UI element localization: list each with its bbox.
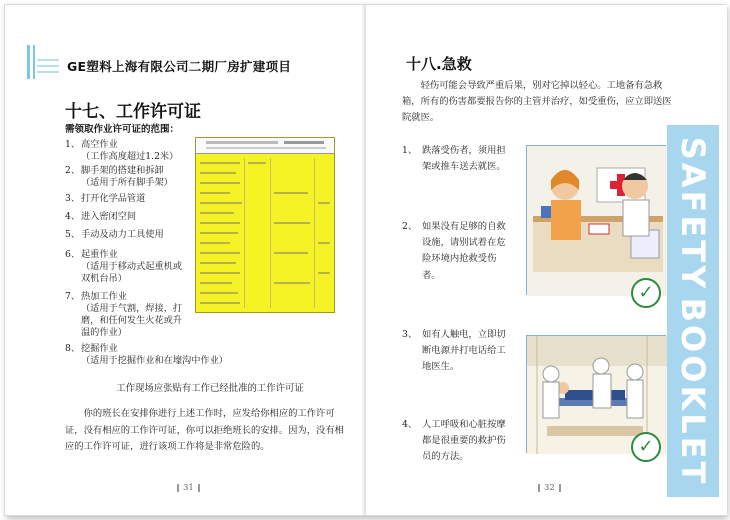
permit-form-image (195, 137, 335, 313)
list-item: 5、手动及动力工具使用 (65, 229, 164, 240)
booklet-spread (4, 4, 726, 516)
corner-decoration-icon (27, 45, 61, 79)
list-item: 3、打开化学品管道 (65, 193, 146, 204)
first-aid-intro: 轻伤可能会导致严重后果，别对它掉以轻心。工地备有急救箱，所有的伤害都要报告你的主管并治疗，如受重伤，应立即送医院就医。 (402, 80, 672, 123)
checkmark-icon: ✓ (631, 278, 661, 308)
left-page (5, 5, 366, 515)
checkmark-icon: ✓ (631, 432, 661, 462)
list-item: 1、高空作业 （工作高度超过1.2米） (65, 139, 179, 162)
side-band-word: SAFETY (674, 136, 712, 292)
list-item: 6、起重作业 （适用于移动式起重机或双机台吊） (65, 249, 183, 284)
project-title: GE塑料上海有限公司二期厂房扩建项目 (67, 59, 292, 74)
list-item: 3、 如有人触电，立即切断电源并打电话给工地医生。 (402, 329, 506, 373)
page-number-right: 32 (534, 483, 565, 493)
first-aid-counter-illustration (526, 145, 666, 303)
page-number-left: 31 (173, 483, 204, 493)
side-band-word: BOOKLET (674, 297, 712, 487)
permit-paragraph: 你的班长在安排你进行上述工作时，应发给你相应的工作许可证，没有相应的工作许可证，你可以拒绝班长的安排。因为，没有相应的工作许可证，进行该项工作将是非常危险的。 (65, 408, 344, 452)
section-title-permits: 十七、工作许可证 (65, 102, 201, 122)
posting-note: 工作现场应张贴有工作已经批准的工作许可证 (116, 383, 304, 394)
stretcher-rescue-illustration (526, 335, 666, 457)
list-item: 2、脚手架的搭建和拆卸 （适用于所有脚手架） (65, 165, 173, 188)
list-item: 4、 人工呼吸和心脏按摩都是很重要的救护伤员的方法。 (402, 419, 506, 463)
list-item: 7、热加工作业 （适用于气割，焊接，打磨，和任何发生火花或升温的作业） (65, 291, 183, 338)
right-page (366, 5, 727, 515)
safety-booklet-band (667, 125, 719, 497)
section-title-first-aid: 十八.急救 (406, 55, 472, 73)
list-item: 8、挖掘作业 （适用于挖掘作业和在壕沟中作业） (65, 343, 228, 366)
list-item: 2、 如果没有足够的自救设施，请别试着在危险环境内抢救受伤者。 (402, 221, 506, 281)
list-item: 1、 跌落受伤者，须用担架或推车送去就医。 (402, 145, 506, 173)
section-subtitle: 需领取作业许可证的范围： (65, 124, 180, 135)
list-item: 4、进入密闭空间 (65, 211, 137, 222)
